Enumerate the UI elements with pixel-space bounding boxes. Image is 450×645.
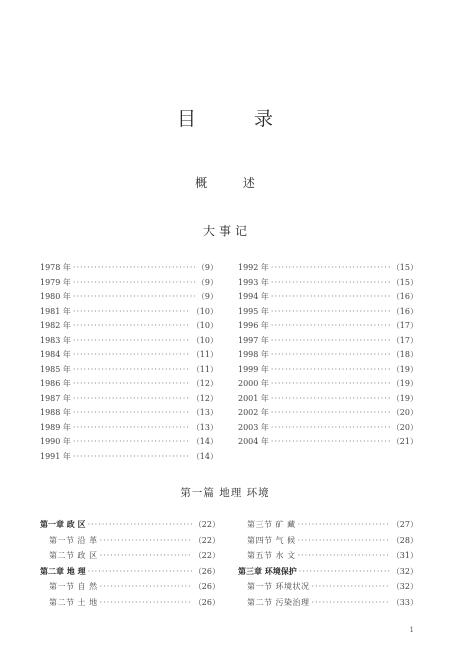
entry-label: 1985 年 [40,364,71,374]
entry-label: 1995 年 [238,306,269,316]
entry-page: （19） [391,364,418,374]
entry-page: （10） [191,321,218,330]
entry-page: （10） [191,306,218,316]
entry-page: （22） [193,520,220,529]
toc-entry[interactable] [238,519,418,535]
toc-entry[interactable] [238,581,418,597]
toc-entry[interactable] [40,581,220,597]
entry-label: 1984 年 [40,350,71,359]
dot-leader [73,336,190,345]
year-entry[interactable] [40,393,218,408]
dot-leader [271,379,390,388]
year-entry[interactable] [40,320,218,335]
entry-label: 第三章 环境保护 [238,565,297,576]
entry-label: 1981 年 [40,306,71,316]
entry-page: （15） [391,263,418,272]
entry-page: （9） [196,292,218,301]
entry-page: （26） [193,582,220,591]
dot-leader [298,536,390,545]
entry-page: （14） [191,451,218,461]
year-entry[interactable] [40,306,218,321]
year-entry[interactable] [40,436,218,451]
year-entry[interactable] [238,422,418,437]
dot-leader [73,263,195,272]
entry-label: 1983 年 [40,335,71,345]
entry-page: （32） [391,582,418,591]
year-entry[interactable] [40,364,218,379]
entry-label: 第五节 水 文 [247,551,296,560]
entry-page: （19） [391,393,418,403]
overview-heading: 概 述 [195,176,271,190]
entry-label: 1996 年 [238,321,269,330]
entry-label: 第二节 污染治理 [247,597,310,607]
entry-page: （12） [191,393,218,403]
toc-entry[interactable] [40,597,220,613]
year-entry[interactable] [40,407,218,422]
entry-label: 2004 年 [238,437,269,446]
entry-page: （17） [391,321,418,330]
entry-page: （20） [391,422,418,432]
dot-leader [73,365,190,374]
dot-leader [73,408,190,417]
dot-leader [298,520,390,529]
dot-leader [73,350,190,359]
dot-leader [73,321,190,330]
entry-label: 第一节 环境状况 [247,582,310,591]
entry-label: 第一节 自 然 [49,582,98,591]
years-left-column [40,262,218,465]
toc-entry[interactable] [40,550,220,566]
dot-leader [271,321,390,330]
toc-entry[interactable] [40,535,220,551]
toc-entry[interactable] [40,519,220,535]
dot-leader [271,437,390,446]
entry-label: 2002 年 [238,408,269,417]
entry-page: （28） [391,535,418,545]
dot-leader [73,379,190,388]
dot-leader [73,423,190,432]
dot-leader [73,307,190,316]
year-entry[interactable] [238,436,418,451]
entry-label: 1989 年 [40,422,71,432]
entry-page: （26） [193,566,220,576]
entry-label: 第二章 地 理 [40,565,86,576]
entry-label: 2001 年 [238,393,269,403]
entry-label: 2003 年 [238,422,269,432]
entry-page: （21） [391,437,418,446]
dot-leader [73,452,190,461]
entry-label: 1993 年 [238,277,269,287]
entry-page: （27） [391,520,418,529]
dot-leader [298,551,390,560]
entry-page: （16） [391,292,418,301]
year-entry[interactable] [238,262,418,277]
dot-leader [299,567,390,576]
year-entry[interactable] [40,451,218,466]
entry-label: 第一章 政 区 [40,519,86,529]
entry-page: （11） [191,364,218,374]
year-entry[interactable] [238,349,418,364]
year-entry[interactable] [238,335,418,350]
entry-page: （32） [391,566,418,576]
dot-leader [73,292,195,301]
year-entry[interactable] [40,291,218,306]
toc-entry[interactable] [238,566,418,582]
entry-label: 2000 年 [238,379,269,388]
entry-page: （19） [391,379,418,388]
dot-leader [271,408,390,417]
years-right-column [238,262,418,451]
entry-label: 第二节 土 地 [49,597,98,607]
entry-label: 1991 年 [40,451,71,461]
dot-leader [100,536,192,545]
entry-page: （20） [391,408,418,417]
year-entry[interactable] [238,291,418,306]
year-entry[interactable] [40,378,218,393]
dot-leader [271,278,390,287]
toc-entry[interactable] [40,566,220,582]
entry-page: （10） [191,335,218,345]
entry-page: （12） [191,379,218,388]
year-entry[interactable] [238,407,418,422]
entry-page: （13） [191,422,218,432]
year-entry[interactable] [40,335,218,350]
entry-label: 1982 年 [40,321,71,330]
dot-leader [271,336,390,345]
dot-leader [271,350,390,359]
dot-leader [100,598,192,607]
entry-page: （14） [191,437,218,446]
entry-page: （17） [391,335,418,345]
dot-leader [312,582,390,591]
toc-left-column [40,519,220,612]
entry-page: （18） [391,350,418,359]
toc-entry[interactable] [238,597,418,613]
year-entry[interactable] [238,320,418,335]
entry-page: （22） [193,535,220,545]
dot-leader [73,278,195,287]
year-entry[interactable] [40,262,218,277]
year-entry[interactable] [238,364,418,379]
year-entry[interactable] [40,349,218,364]
toc-entry[interactable] [238,535,418,551]
year-entry[interactable] [238,306,418,321]
year-entry[interactable] [238,378,418,393]
dot-leader [73,437,190,446]
dot-leader [271,263,390,272]
events-heading: 大事记 [202,224,251,238]
entry-page: （31） [391,551,418,560]
entry-page: （22） [193,551,220,560]
entry-label: 1980 年 [40,292,71,301]
dot-leader [88,520,192,529]
toc-right-column [238,519,418,612]
entry-label: 第三节 矿 藏 [247,520,296,529]
entry-page: （33） [391,597,418,607]
entry-label: 1998 年 [238,350,269,359]
page-number: 1 [409,626,414,634]
dot-leader [271,292,390,301]
dot-leader [73,394,190,403]
entry-label: 第一节 沿 革 [49,535,98,545]
dot-leader [271,423,390,432]
entry-label: 1994 年 [238,292,269,301]
entry-label: 1979 年 [40,277,71,287]
page-title: 目 录 [176,108,300,130]
entry-label: 1987 年 [40,393,71,403]
entry-page: （13） [191,408,218,417]
entry-label: 1988 年 [40,408,71,417]
part-heading: 第一篇 地理 环境 [180,487,270,499]
entry-page: （26） [193,597,220,607]
entry-label: 1999 年 [238,364,269,374]
entry-page: （9） [196,263,218,272]
entry-page: （9） [196,277,218,287]
entry-page: （11） [191,350,218,359]
year-entry[interactable] [40,422,218,437]
entry-label: 1992 年 [238,263,269,272]
dot-leader [271,365,390,374]
entry-label: 1990 年 [40,437,71,446]
toc-entry[interactable] [238,550,418,566]
entry-label: 1986 年 [40,379,71,388]
year-entry[interactable] [40,277,218,292]
entry-page: （15） [391,277,418,287]
year-entry[interactable] [238,277,418,292]
dot-leader [88,567,192,576]
entry-page: （16） [391,306,418,316]
entry-label: 1978 年 [40,263,71,272]
dot-leader [271,307,390,316]
dot-leader [271,394,390,403]
dot-leader [100,551,192,560]
dot-leader [312,598,390,607]
entry-label: 第二节 政 区 [49,551,98,560]
entry-label: 1997 年 [238,335,269,345]
dot-leader [100,582,192,591]
entry-label: 第四节 气 候 [247,535,296,545]
year-entry[interactable] [238,393,418,408]
